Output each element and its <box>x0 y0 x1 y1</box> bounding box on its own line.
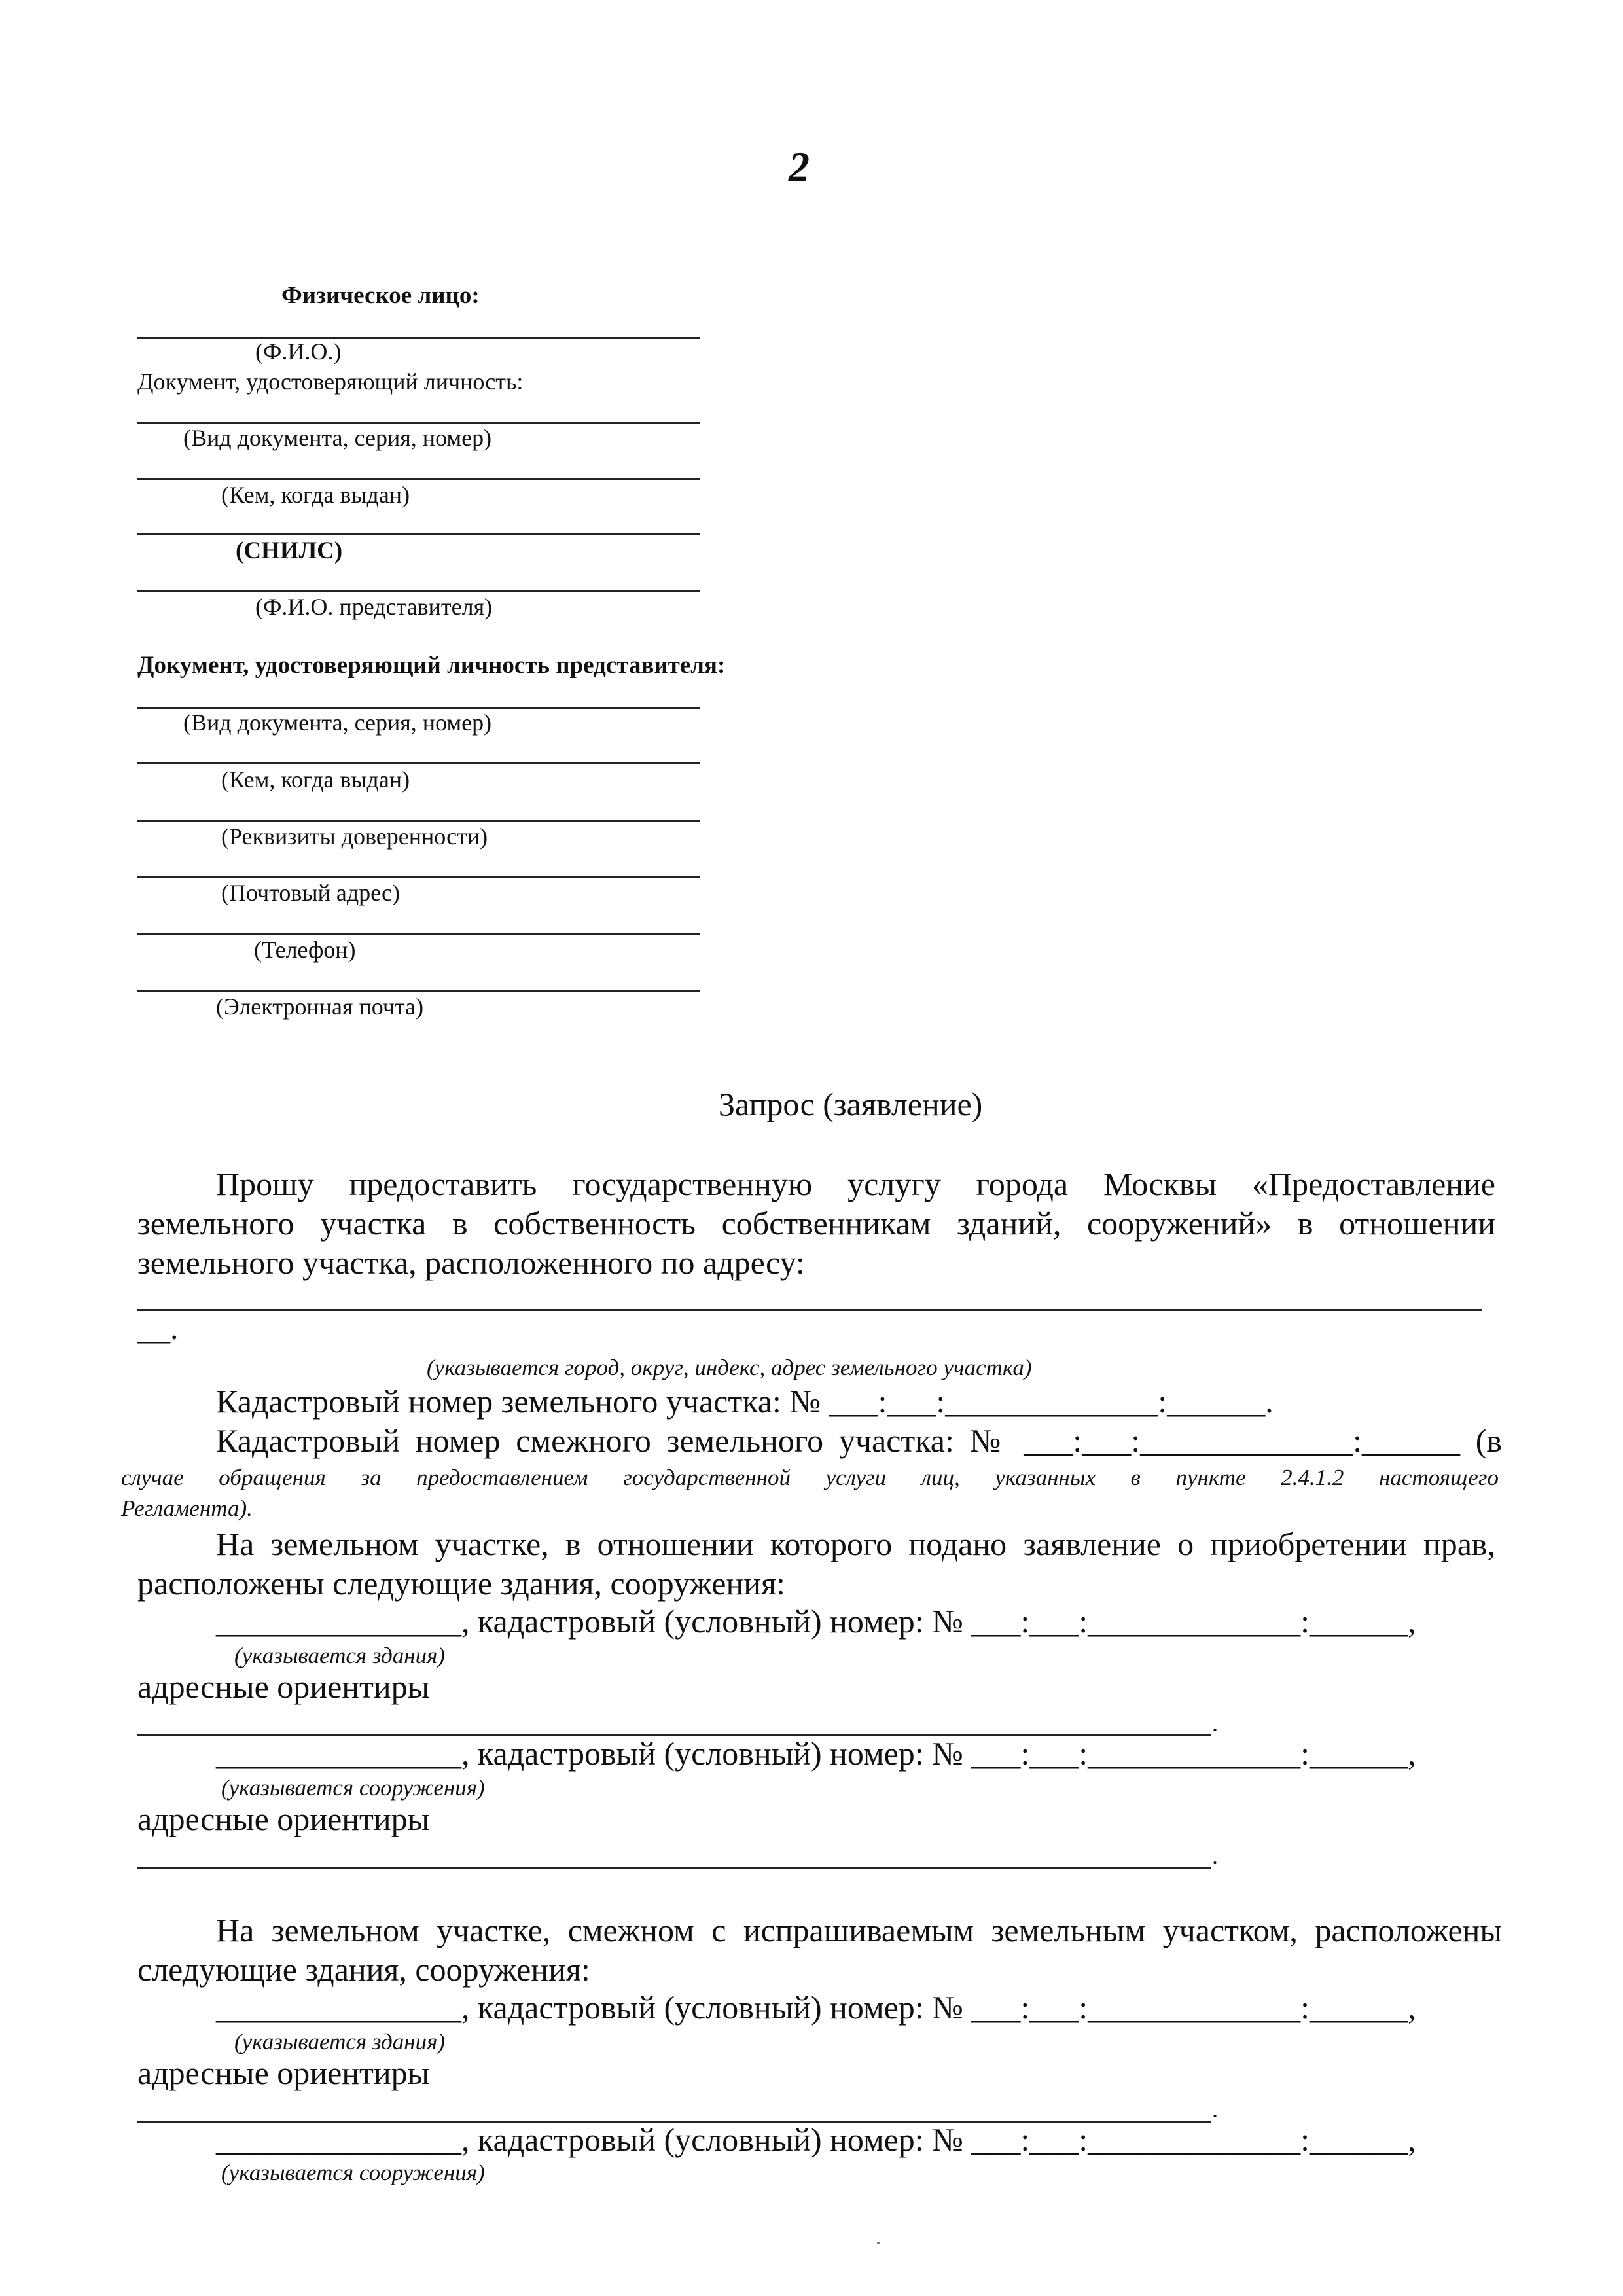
address-hint: (указывается город, округ, индекс, адрес земельного участка) <box>427 1355 1032 1380</box>
scan-speck <box>877 2242 880 2244</box>
postal-line <box>137 876 700 878</box>
email-label: (Электронная почта) <box>216 994 424 1020</box>
entry-2-line-end: . <box>1212 1843 1218 1869</box>
page-number: 2 <box>789 143 810 190</box>
id-doc-heading: Документ, удостоверяющий личность: <box>137 368 524 395</box>
entry-1-line-end: . <box>1212 1710 1218 1736</box>
rep-issued-by-label: (Кем, когда выдан) <box>221 766 410 793</box>
rep-doc-type-label: (Вид документа, серия, номер) <box>183 709 492 736</box>
entry-3-hint: (указывается здания) <box>234 2029 446 2054</box>
entry-3-landmarks: адресные ориентиры <box>137 2054 430 2091</box>
p1-line-2: земельного участка в собственность собственникам зданий, сооружений» в отношении <box>137 1205 1495 1242</box>
fio-line <box>137 337 700 339</box>
entry-1-landmarks: адресные ориентиры <box>137 1668 430 1705</box>
phone-label: (Телефон) <box>254 937 356 963</box>
p2-line-1: На земельном участке, в отношении которого подано заявление о приобретении прав, <box>216 1526 1495 1562</box>
cad-adj-line-2: случае обращения за предоставлением государственной услуги лиц, указанных в пункте 2.4.1.2 настоящего <box>121 1465 1499 1490</box>
cad-adj-line-1: Кадастровый номер смежного земельного участка: № ___:___:_____________:______ (в <box>216 1422 1502 1459</box>
snils-line <box>137 533 700 535</box>
fio-label: (Ф.И.О.) <box>255 338 342 365</box>
p3-line-1: На земельном участке, смежном с испрашиваемым земельным участком, расположены <box>216 1912 1502 1948</box>
rep-fio-line <box>137 590 700 592</box>
issued-by-label: (Кем, когда выдан) <box>221 482 410 508</box>
rep-fio-label: (Ф.И.О. представителя) <box>255 594 493 620</box>
email-line <box>137 990 700 992</box>
doc-type-label: (Вид документа, серия, номер) <box>183 425 492 451</box>
issued-by-line <box>137 478 700 480</box>
entry-3: _______________, кадастровый (условный) номер: № ___:___:_____________:______, <box>216 1989 1416 2026</box>
entry-2-landmarks: адресные ориентиры <box>137 1801 430 1837</box>
cad-adj-line-3: Регламента). <box>121 1496 253 1521</box>
p2-line-2: расположены следующие здания, сооружения: <box>137 1565 785 1602</box>
postal-label: (Почтовый адрес) <box>221 880 401 906</box>
p1-line-3: земельного участка, расположенного по адресу: <box>137 1244 805 1281</box>
entry-3-line-end: . <box>1212 2096 1218 2123</box>
entry-1: _______________, кадастровый (условный) номер: № ___:___:_____________:______, <box>216 1603 1416 1640</box>
applicant-heading: Физическое лицо: <box>281 282 480 309</box>
entry-2-hint: (указывается сооружения) <box>221 1775 485 1801</box>
snils-label: (СНИЛС) <box>236 537 343 564</box>
entry-4: _______________, кадастровый (условный) номер: № ___:___:_____________:______, <box>216 2121 1416 2158</box>
rep-doc-heading: Документ, удостоверяющий личность представителя: <box>137 652 726 679</box>
cad-own: Кадастровый номер земельного участка: № ___:___:_____________:______. <box>216 1383 1274 1420</box>
address-line <box>137 1309 1482 1311</box>
p3-line-2: следующие здания, сооружения: <box>137 1951 590 1988</box>
entry-2: _______________, кадастровый (условный) номер: № ___:___:_____________:______, <box>216 1735 1416 1772</box>
entry-1-hint: (указывается здания) <box>234 1643 446 1668</box>
request-title: Запрос (заявление) <box>719 1086 983 1122</box>
phone-line <box>137 933 700 935</box>
poa-line <box>137 820 700 822</box>
p1-line-1: Прошу предоставить государственную услугу города Москвы «Предоставление <box>216 1166 1495 1202</box>
poa-label: (Реквизиты доверенности) <box>221 823 488 850</box>
address-end: __. <box>137 1310 179 1346</box>
rep-issued-by-line <box>137 762 700 764</box>
entry-4-hint: (указывается сооружения) <box>221 2160 485 2185</box>
entry-2-landmarks-line <box>137 1867 1211 1869</box>
